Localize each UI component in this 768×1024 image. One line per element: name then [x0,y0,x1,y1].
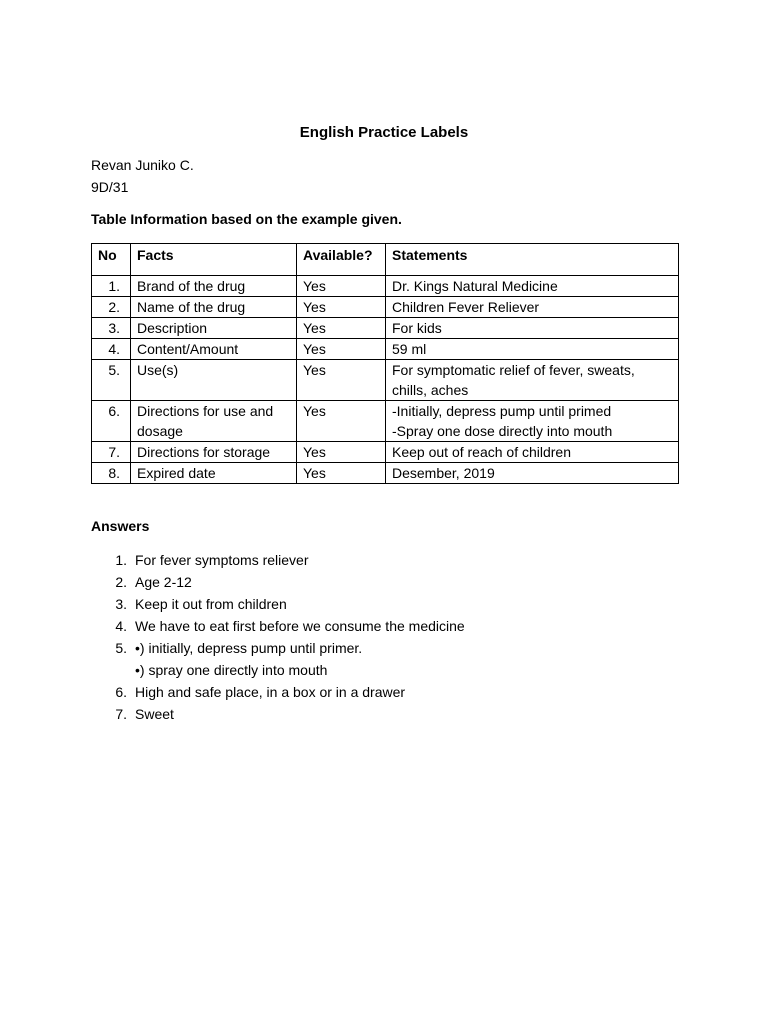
table-row [92,463,679,484]
answer-text: We have to eat first before we consume the medicine [135,618,465,634]
row-number: 8. [92,463,131,484]
row-available: Yes [297,339,386,360]
answer-text: •) initially, depress pump until primer. [135,640,363,656]
header-statements: Statements [386,244,679,276]
row-available: Yes [297,297,386,318]
answer-text: Sweet [135,706,174,722]
row-number: 3. [92,318,131,339]
answer-text: Keep it out from children [135,596,287,612]
row-available: Yes [297,360,386,401]
row-fact: Name of the drug [131,297,297,318]
table-row [92,339,679,360]
row-number: 5. [92,360,131,401]
row-fact: Directions for use and dosage [131,401,297,442]
header-facts: Facts [131,244,297,276]
row-available: Yes [297,442,386,463]
row-available: Yes [297,463,386,484]
answer-number: 7. [115,706,127,722]
answer-number: 4. [115,618,127,634]
table-row [92,401,679,442]
row-fact: Description [131,318,297,339]
table-row [92,360,679,401]
row-statement: For symptomatic relief of fever, sweats, chills, aches [386,360,679,401]
answer-number: 1. [115,552,127,568]
row-fact: Use(s) [131,360,297,401]
row-statement: For kids [386,318,679,339]
header-available: Available? [297,244,386,276]
table-row [92,318,679,339]
table-row [92,276,679,297]
row-number: 6. [92,401,131,442]
row-available: Yes [297,401,386,442]
answer-number: 6. [115,684,127,700]
row-number: 2. [92,297,131,318]
answers-heading: Answers [91,518,150,534]
header-no: No [92,244,131,276]
row-number: 7. [92,442,131,463]
row-available: Yes [297,276,386,297]
answers-list [91,549,465,725]
answer-item [91,549,465,571]
table-header-row [92,244,679,276]
answer-text: For fever symptoms reliever [135,552,309,568]
facts-table [91,243,679,484]
answer-text: Age 2-12 [135,574,192,590]
row-statement: -Initially, depress pump until primed -Spray one dose directly into mouth [386,401,679,442]
row-number: 4. [92,339,131,360]
row-available: Yes [297,318,386,339]
answer-item [91,593,465,615]
answer-number: 2. [115,574,127,590]
answer-item [91,703,465,725]
row-statement: Desember, 2019 [386,463,679,484]
class-id: 9D/31 [91,179,129,195]
answer-number: 5. [115,640,127,656]
row-statement: Dr. Kings Natural Medicine [386,276,679,297]
author-name: Revan Juniko C. [91,157,194,173]
row-number: 1. [92,276,131,297]
row-fact: Brand of the drug [131,276,297,297]
row-fact: Expired date [131,463,297,484]
row-fact: Content/Amount [131,339,297,360]
answer-text: •) spray one directly into mouth [135,662,328,678]
answer-number: 3. [115,596,127,612]
document-title: English Practice Labels [299,124,469,141]
table-row [92,442,679,463]
table-row [92,297,679,318]
row-statement: 59 ml [386,339,679,360]
answer-item [91,571,465,593]
answer-item [91,615,465,637]
row-statement: Keep out of reach of children [386,442,679,463]
answer-text: High and safe place, in a box or in a drawer [135,684,406,700]
table-heading: Table Information based on the example given. [91,211,402,227]
answer-item [91,637,465,681]
row-fact: Directions for storage [131,442,297,463]
row-statement: Children Fever Reliever [386,297,679,318]
answer-item [91,681,465,703]
